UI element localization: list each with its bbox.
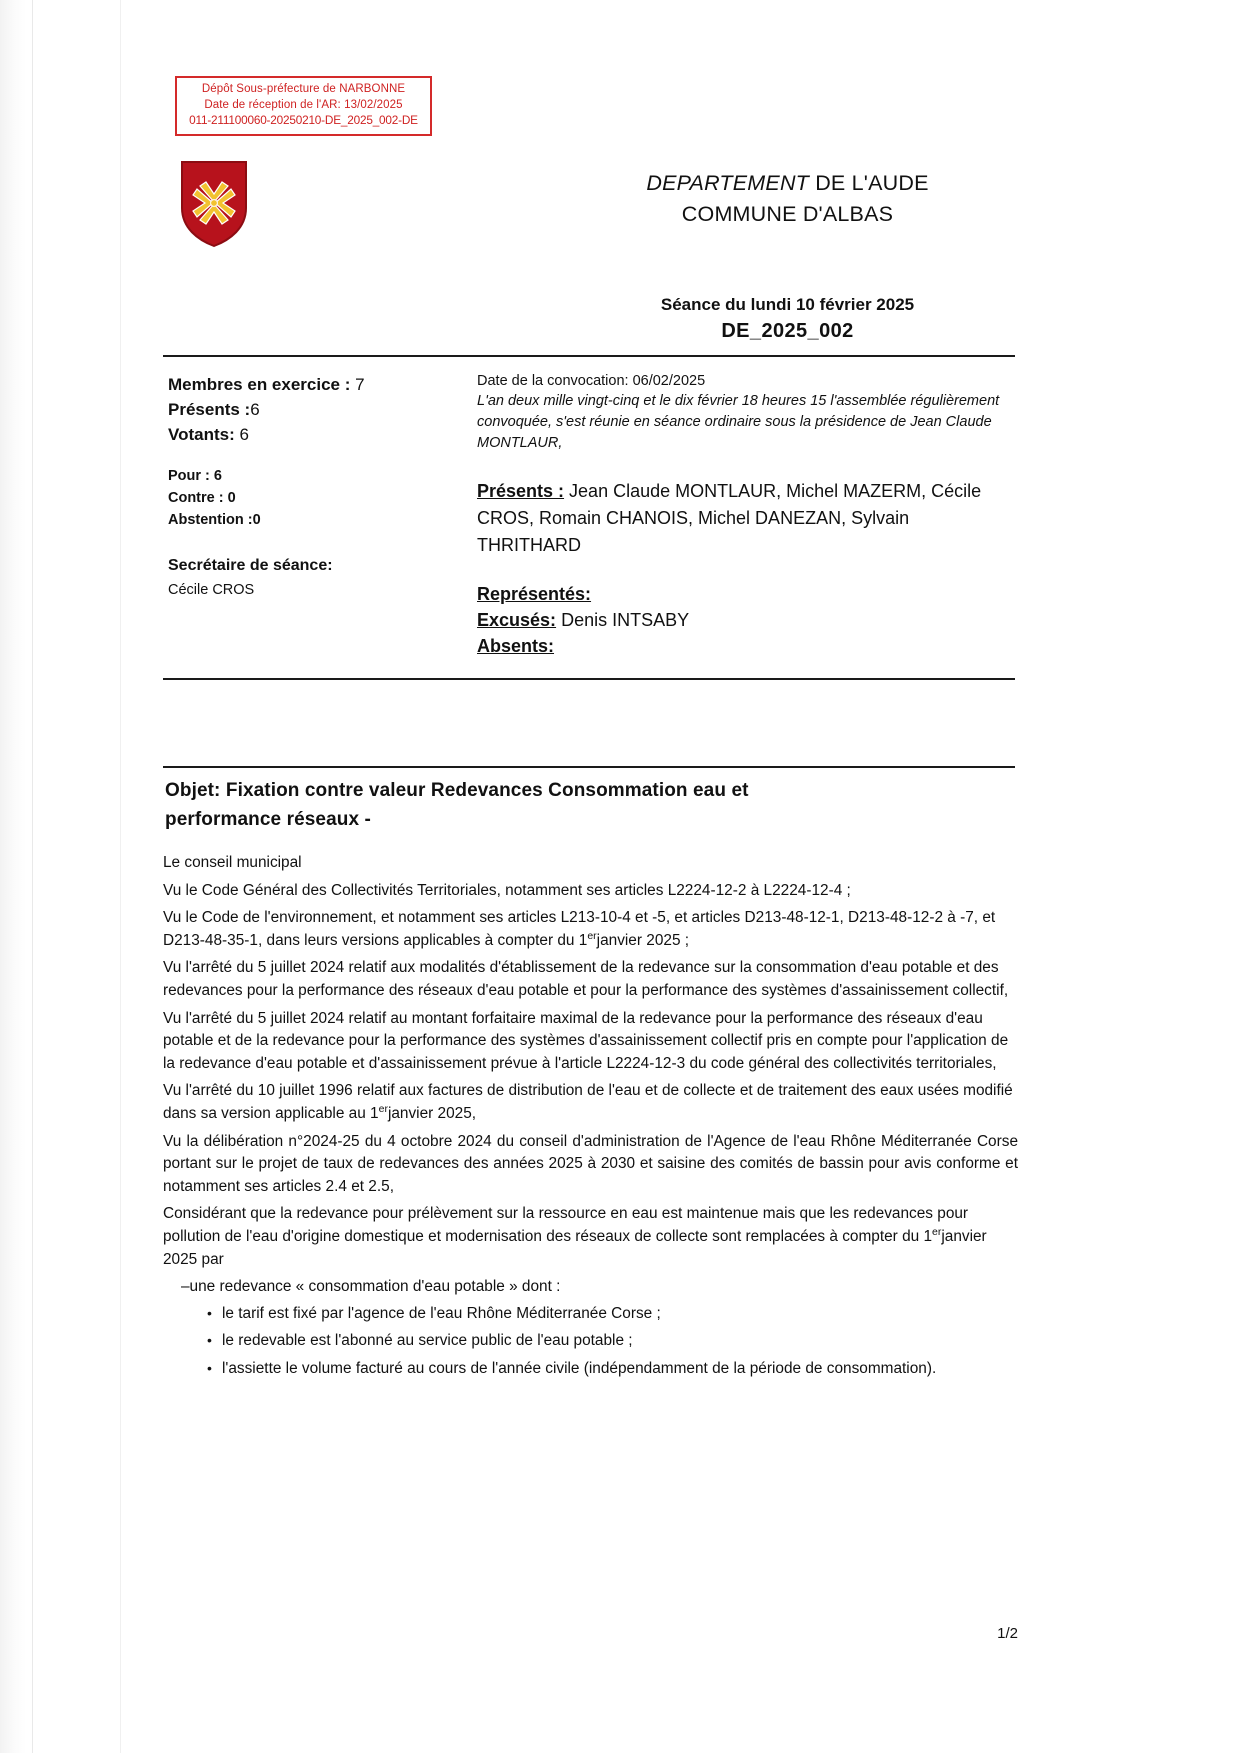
shield-icon: [180, 160, 248, 248]
absent-row: [477, 633, 1017, 659]
body-paragraph-4: Vu l'arrêté du 5 juillet 2024 relatif au montant forfaitaire maximal de la redevance pour la performance des réseaux d'eau potable et de la redevance pour la performance des systèmes d'assainissement collectif pris en compte pour l'application de la redevance d'eau potable et d'assainissement prévue à l'article L2224-12-3 du code général des collectivités territoriales,: [163, 1009, 1009, 1072]
dash-list-item: –une redevance « consommation d'eau potable » dont :: [181, 1278, 561, 1296]
stamp-line-office: Dépôt Sous-préfecture de NARBONNE: [201, 83, 406, 95]
horizontal-rule-objet: [163, 766, 1015, 768]
body-paragraph-2: [163, 907, 1018, 952]
body-paragraph-2-b: janvier 2025 ;: [596, 931, 690, 949]
commune-coat-of-arms: [180, 160, 248, 248]
body-paragraph-5-b: janvier 2025,: [387, 1104, 477, 1122]
represented-label: Représentés:: [477, 584, 592, 604]
member-status-block: [477, 581, 1017, 659]
conditions-list: [207, 1303, 1018, 1381]
body-paragraph-7-a: Considérant que la redevance pour prélèvement sur la ressource en eau est maintenue mais que les redevances pour pollution de l'eau d'origine domestique et modernisation des réseaux de collecte sont remplacées à compter du 1: [163, 1205, 969, 1245]
scan-line-artifact: [120, 0, 121, 1753]
session-secretary-label: Secrétaire de séance:: [168, 557, 333, 574]
convocation-block: [477, 371, 1017, 659]
represented-row: [477, 581, 1017, 607]
body-paragraph-7-b: janvier 2025 par: [163, 1227, 987, 1268]
session-secretary-group: [168, 554, 458, 602]
convocation-text: L'an deux mille vingt-cinq et le dix février 18 heures 15 l'assemblée régulièrement convoquée, s'est réunie en séance ordinaire sous la présidence de Jean Claude MONTLAUR,: [477, 393, 1000, 451]
excused-row: [477, 607, 1017, 633]
body-paragraph-5-sup: er: [378, 1103, 388, 1115]
stamp-line-reference: 011-211100060-20250210-DE_2025_002-DE: [189, 113, 418, 127]
stamp-line-reception-date: Date de réception de l'AR: 13/02/2025: [204, 98, 403, 111]
body-intro: Le conseil municipal: [163, 854, 302, 871]
list-item: • le redevable est l'abonné au service public de l'eau potable ;: [207, 1330, 1018, 1353]
body-paragraph-7-sup: er: [932, 1226, 942, 1238]
members-in-office-value: 7: [350, 375, 365, 394]
counts-group: [168, 372, 458, 447]
votes-against: Contre : 0: [168, 490, 236, 506]
body-paragraph-5-a: Vu l'arrêté du 10 juillet 1996 relatif aux factures de distribution de l'eau et de collecte et de traitement des eaux usées modifié dans sa version applicable au 1: [163, 1082, 1013, 1122]
present-count-value: 6: [250, 400, 260, 419]
prefecture-deposit-stamp: [175, 76, 432, 136]
present-members-label: Présents :: [477, 481, 565, 501]
department-line: [560, 168, 1015, 199]
deliberation-number: DE_2025_002: [721, 320, 854, 342]
voters-count-label: Votants:: [168, 425, 235, 444]
session-header: [560, 293, 1015, 345]
excused-label: Excusés:: [477, 610, 557, 630]
body-paragraph-7: [163, 1203, 1018, 1271]
session-date: Séance du lundi 10 février 2025: [660, 295, 915, 314]
convocation-date: Date de la convocation: 06/02/2025: [477, 373, 706, 389]
present-members-list: Jean Claude MONTLAUR, Michel MAZERM, Cécile CROS, Romain CHANOIS, Michel DANEZAN, Sylvain THRITHARD: [477, 481, 982, 555]
members-in-office-row: [168, 372, 458, 397]
voters-count-row: [168, 422, 458, 447]
list-item: • le tarif est fixé par l'agence de l'eau Rhône Méditerranée Corse ;: [207, 1303, 1018, 1326]
horizontal-rule-top: [163, 355, 1015, 357]
excused-value: Denis INTSABY: [556, 610, 690, 630]
members-in-office-label: Membres en exercice :: [168, 375, 351, 394]
voters-count-value: 6: [234, 425, 249, 444]
commune-line: COMMUNE D'ALBAS: [681, 202, 894, 226]
department-word: DEPARTEMENT: [646, 171, 810, 195]
objet-title: Objet: Fixation contre valeur Redevances Consommation eau et performance réseaux -: [165, 780, 749, 830]
scan-edge-artifact: [0, 0, 26, 1753]
scan-line-artifact: [32, 0, 33, 1753]
votes-abstention: Abstention :0: [168, 512, 261, 528]
body-paragraph-3: Vu l'arrêté du 5 juillet 2024 relatif aux modalités d'établissement de la redevance sur la consommation d'eau potable et des redevances pour la performance des réseaux d'eau potable et pour la performance des systèmes d'assainissement collectif,: [163, 959, 1009, 999]
list-item: • l'assiette le volume facturé au cours de l'année civile (indépendamment de la période de consommation).: [207, 1358, 1018, 1381]
votes-for: Pour : 6: [168, 468, 222, 484]
page-number: 1/2: [997, 1625, 1018, 1642]
horizontal-rule-middle: [163, 678, 1015, 680]
vote-results-group: [168, 465, 458, 531]
deliberation-body: [163, 852, 1018, 1385]
body-paragraph-6: Vu la délibération n°2024-25 du 4 octobre 2024 du conseil d'administration de l'Agence de l'eau Rhône Méditerranée Corse portant sur le projet de taux de redevances des années 2025 à 2030 et saisine des comités de bassin pour avis conforme et notamment ses articles 2.4 et 2.5,: [163, 1132, 1018, 1195]
body-paragraph-1: Vu le Code Général des Collectivités Territoriales, notamment ses articles L2224-12-2 à L2224-12-4 ;: [163, 881, 851, 899]
present-count-label: Présents :: [168, 400, 251, 419]
department-suffix: DE L'AUDE: [809, 171, 929, 195]
body-paragraph-2-sup: er: [587, 930, 597, 942]
attendance-summary: [168, 372, 458, 602]
present-count-row: [168, 397, 458, 422]
session-secretary-name: Cécile CROS: [168, 582, 255, 598]
body-paragraph-5: [163, 1080, 1018, 1125]
department-header: [560, 168, 1015, 230]
absent-label: Absents:: [477, 636, 555, 656]
present-members-row: [477, 478, 1017, 559]
body-paragraph-2-a: Vu le Code de l'environnement, et notamment ses articles L213-10-4 et -5, et articles D213-48-12-1, D213-48-12-2 à -7, et D213-48-35-1, dans leurs versions applicables à compter du 1: [163, 909, 996, 949]
